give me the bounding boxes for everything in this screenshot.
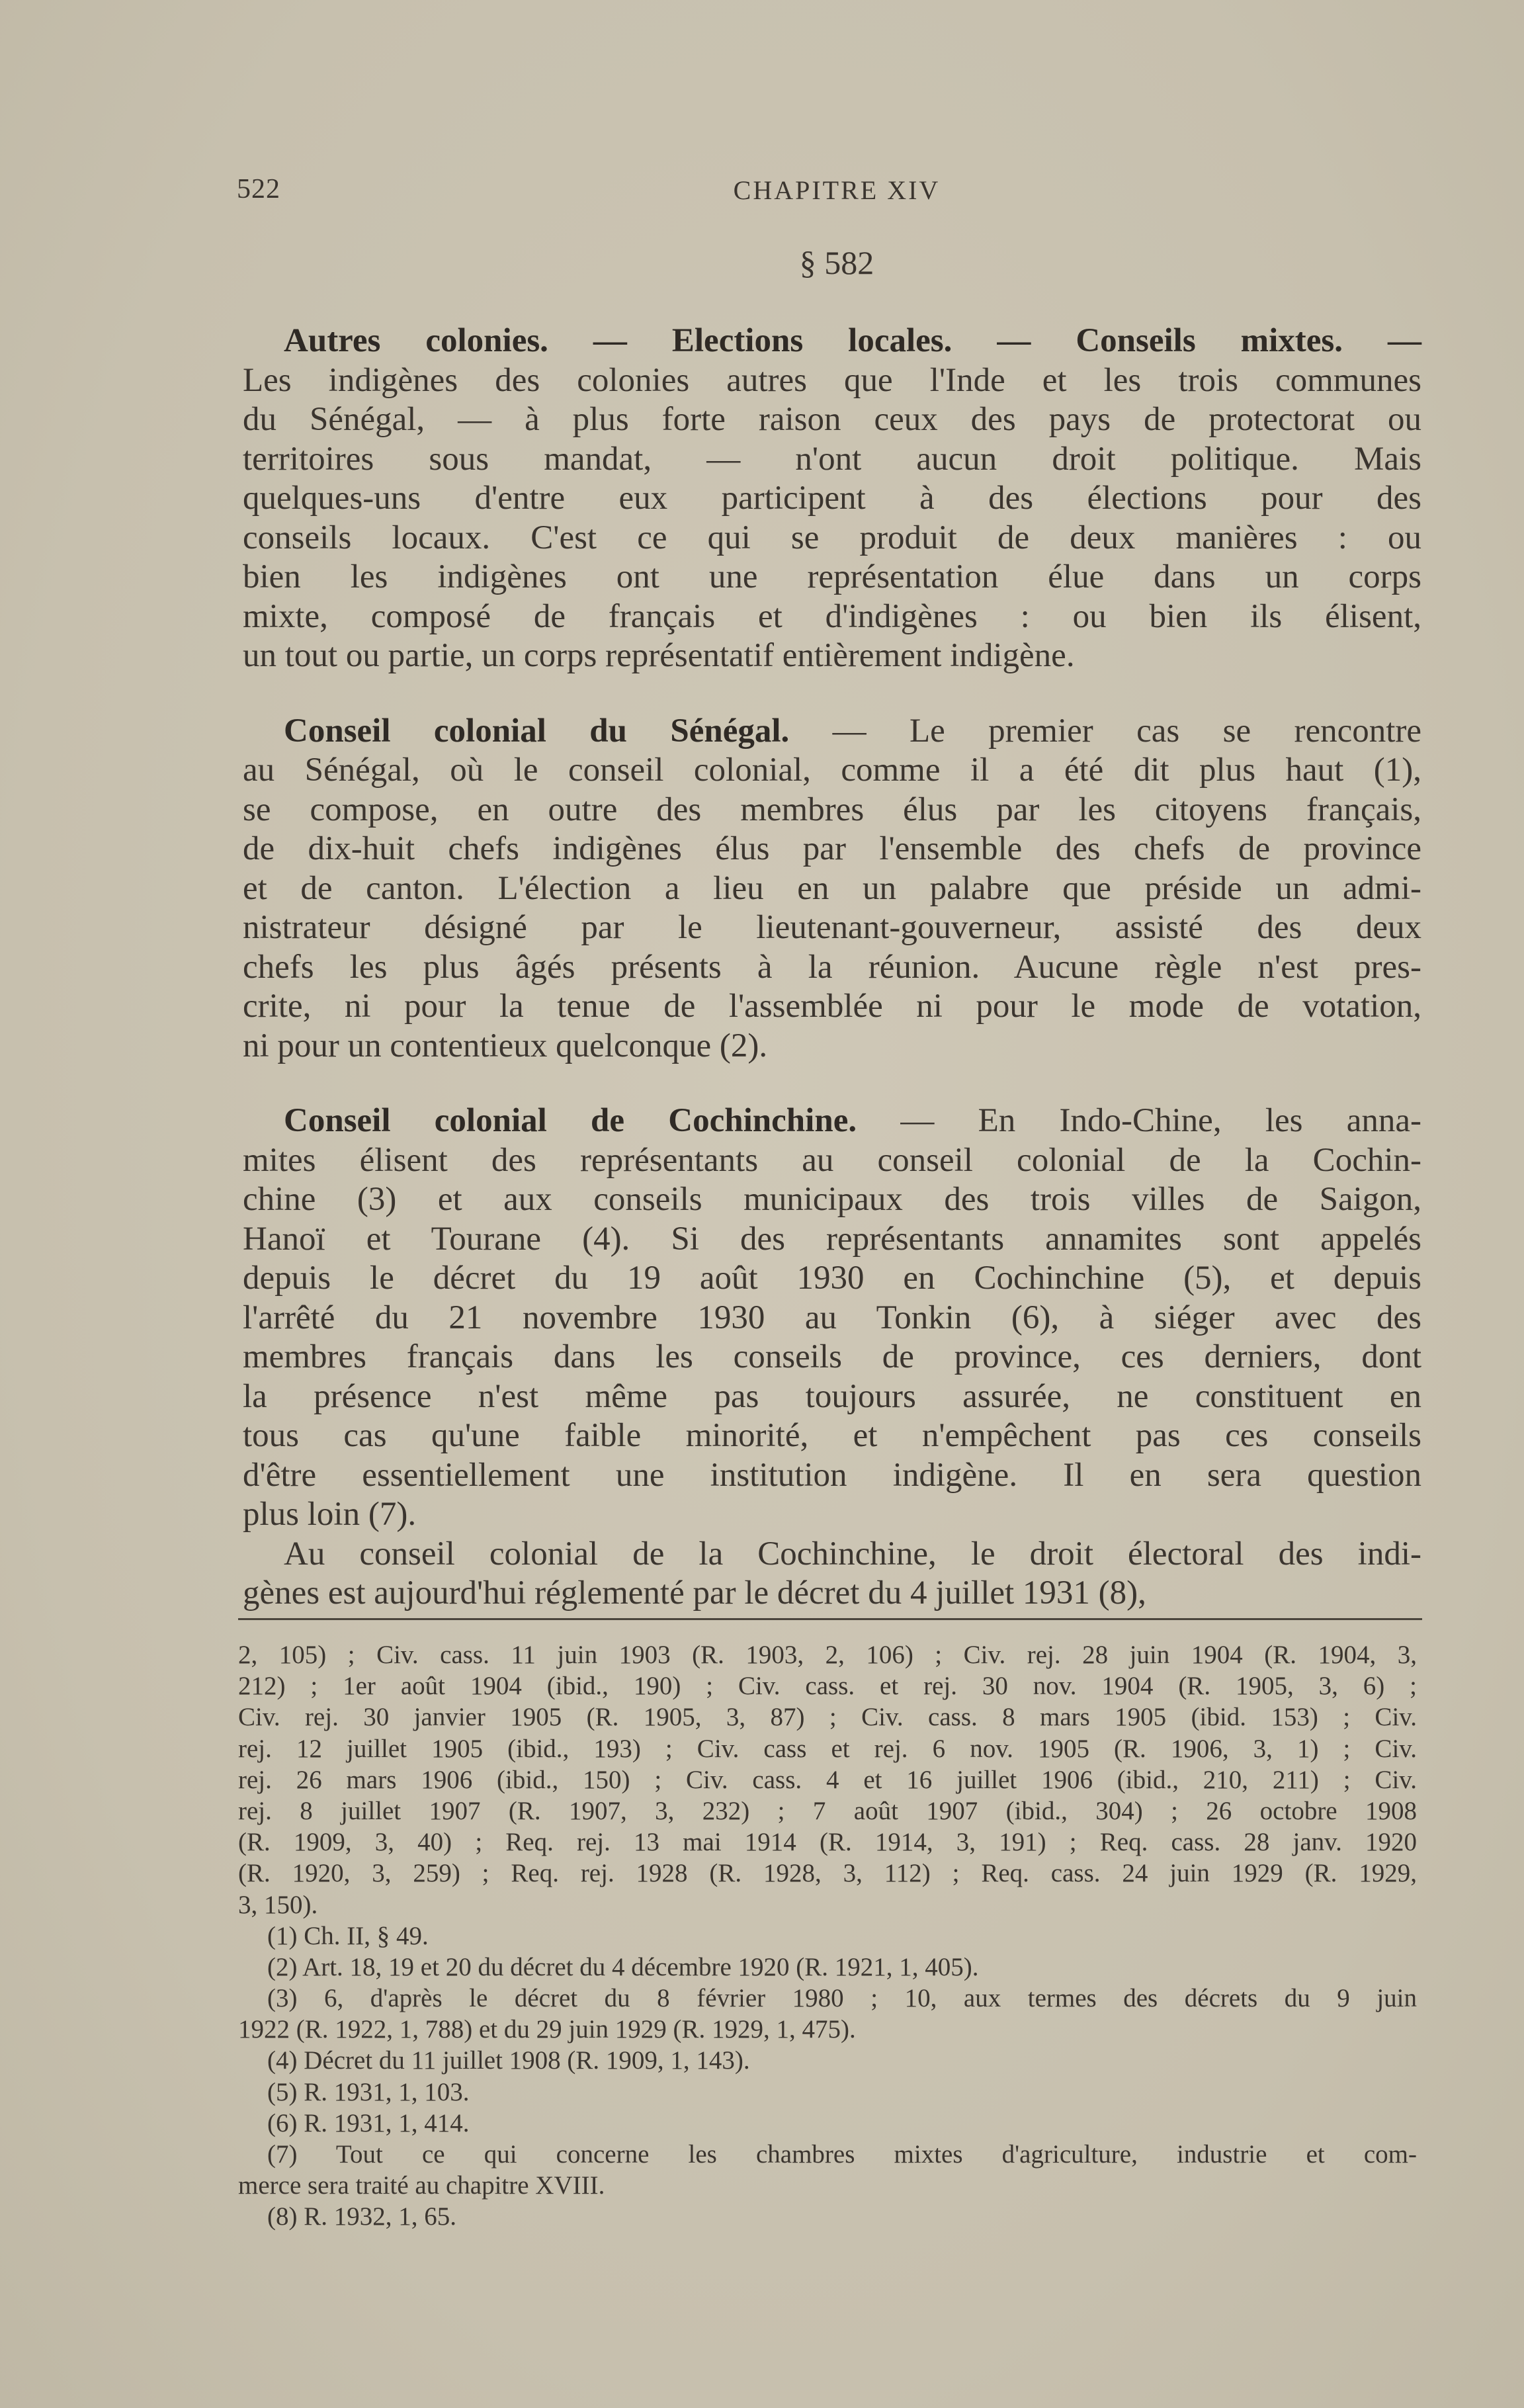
text-line: depuis le décret du 19 août 1930 en Cochinchine (5), et depuis bbox=[243, 1260, 1421, 1297]
footnote-line: 3, 150). bbox=[238, 1890, 318, 1919]
paragraph-heading: Conseil colonial du Sénégal. bbox=[284, 712, 790, 750]
text-line: d'être essentiellement une institution indigène. Il en sera question bbox=[243, 1456, 1421, 1494]
text-line bbox=[243, 1101, 1421, 1141]
text-line: au Sénégal, où le conseil colonial, comme il a été dit plus haut (1), bbox=[243, 752, 1421, 789]
text-line: gènes est aujourd'hui réglementé par le décret du 4 juillet 1931 (8), bbox=[243, 1574, 1146, 1612]
page-number: 522 bbox=[237, 174, 280, 204]
footnote-line: (R. 1920, 3, 259) ; Req. rej. 1928 (R. 1928, 3, 112) ; Req. cass. 24 juin 1929 (R. 1929, bbox=[238, 1859, 1417, 1888]
text-line bbox=[243, 1535, 1421, 1574]
text-line: membres français dans les conseils de province, ces derniers, dont bbox=[243, 1338, 1421, 1375]
text-line: l'arrêté du 21 novembre 1930 au Tonkin (6), à siéger avec des bbox=[243, 1299, 1421, 1336]
text-run: — Le premier cas se rencontre bbox=[789, 712, 1422, 750]
text-line: ni pour un contentieux quelconque (2). bbox=[243, 1027, 768, 1064]
text-line: chefs les plus âgés présents à la réunion. Aucune règle n'est pres- bbox=[243, 948, 1421, 986]
paragraph bbox=[243, 1535, 1421, 1613]
text-line: conseils locaux. C'est ce qui se produit de deux manières : ou bbox=[243, 519, 1421, 556]
footnote-line: 212) ; 1er août 1904 (ibid., 190) ; Civ. cass. et rej. 30 nov. 1904 (R. 1905, 3, 6) ; bbox=[238, 1672, 1417, 1701]
text-line: territoires sous mandat, — n'ont aucun droit politique. Mais bbox=[243, 440, 1421, 478]
footnotes bbox=[238, 1639, 1417, 2233]
text-line: Hanoï et Tourane (4). Si des représentants annamites sont appelés bbox=[243, 1220, 1421, 1258]
text-line: et de canton. L'élection a lieu en un palabre que préside un admi- bbox=[243, 869, 1421, 907]
body-text bbox=[243, 322, 1421, 1649]
text-line: quelques-uns d'entre eux participent à des élections pour des bbox=[243, 480, 1421, 517]
text-line: nistrateur désigné par le lieutenant-gouverneur, assisté des deux bbox=[243, 909, 1421, 946]
paragraph-heading: Conseil colonial de Cochinchine. bbox=[284, 1102, 857, 1139]
footnote-line: (R. 1909, 3, 40) ; Req. rej. 13 mai 1914 (R. 1914, 3, 191) ; Req. cass. 28 janv. 1920 bbox=[238, 1828, 1417, 1857]
footnote-line: (3) 6, d'après le décret du 8 février 1980 ; 10, aux termes des décrets du 9 juin bbox=[267, 1984, 1417, 2013]
footnote-line: 1922 (R. 1922, 1, 788) et du 29 juin 1929 (R. 1929, 1, 475). bbox=[238, 2015, 856, 2044]
footnote-line: (6) R. 1931, 1, 414. bbox=[267, 2108, 470, 2137]
paragraph-heading: Autres colonies. — Elections locales. — Conseils mixtes. — bbox=[284, 322, 1421, 359]
footnote-line: rej. 12 juillet 1905 (ibid., 193) ; Civ. cass et rej. 6 nov. 1905 (R. 1906, 3, 1) ; Civ. bbox=[238, 1734, 1417, 1763]
footnote-line: 2, 105) ; Civ. cass. 11 juin 1903 (R. 1903, 2, 106) ; Civ. rej. 28 juin 1904 (R. 1904, 3, bbox=[238, 1641, 1417, 1669]
footnote-line: (1) Ch. II, § 49. bbox=[267, 1921, 429, 1950]
footnote-line: merce sera traité au chapitre XVIII. bbox=[238, 2171, 605, 2200]
footnote-line: Civ. rej. 30 janvier 1905 (R. 1905, 3, 87) ; Civ. cass. 8 mars 1905 (ibid. 153) ; Civ. bbox=[238, 1703, 1417, 1732]
text-line: bien les indigènes ont une représentation élue dans un corps bbox=[243, 558, 1421, 595]
text-line bbox=[243, 322, 1421, 361]
text-line: du Sénégal, — à plus forte raison ceux des pays de protectorat ou bbox=[243, 401, 1421, 438]
text-line bbox=[243, 712, 1421, 752]
text-line: un tout ou partie, un corps représentatif entièrement indigène. bbox=[243, 637, 1075, 674]
text-line: de dix-huit chefs indigènes élus par l'ensemble des chefs de province bbox=[243, 830, 1421, 867]
footnote-line: (8) R. 1932, 1, 65. bbox=[267, 2202, 456, 2231]
paragraph bbox=[243, 712, 1421, 1066]
text-line: tous cas qu'une faible minorité, et n'empêchent pas ces conseils bbox=[243, 1417, 1421, 1454]
footnote-line: (4) Décret du 11 juillet 1908 (R. 1909, 1, 143). bbox=[267, 2046, 750, 2075]
text-line: la présence n'est même pas toujours assurée, ne constituent en bbox=[243, 1377, 1421, 1415]
text-line: mixte, composé de français et d'indigènes : ou bien ils élisent, bbox=[243, 597, 1421, 635]
paragraph bbox=[243, 322, 1421, 676]
text-line: se compose, en outre des membres élus par les citoyens français, bbox=[243, 791, 1421, 828]
section-number: § 582 bbox=[799, 244, 874, 281]
text-run: — En Indo-Chine, les anna- bbox=[857, 1102, 1421, 1139]
text-line: crite, ni pour la tenue de l'assemblée ni pour le mode de votation, bbox=[243, 988, 1421, 1025]
text-run: Au conseil colonial de la Cochinchine, le droit électoral des indi- bbox=[284, 1535, 1421, 1572]
paragraph bbox=[243, 1101, 1421, 1535]
text-line: mites élisent des représentants au conseil colonial de la Cochin- bbox=[243, 1141, 1421, 1179]
footnote-line: (5) R. 1931, 1, 103. bbox=[267, 2077, 470, 2106]
text-line: chine (3) et aux conseils municipaux des trois villes de Saigon, bbox=[243, 1181, 1421, 1218]
footnote-line: rej. 8 juillet 1907 (R. 1907, 3, 232) ; 7 août 1907 (ibid., 304) ; 26 octobre 1908 bbox=[238, 1796, 1417, 1825]
footnote-line: (7) Tout ce qui concerne les chambres mixtes d'agriculture, industrie et com- bbox=[267, 2140, 1417, 2169]
footnote-line: rej. 26 mars 1906 (ibid., 150) ; Civ. cass. 4 et 16 juillet 1906 (ibid., 210, 211) ; Civ. bbox=[238, 1765, 1417, 1794]
text-line: Les indigènes des colonies autres que l'Inde et les trois communes bbox=[243, 361, 1421, 399]
footnote-line: (2) Art. 18, 19 et 20 du décret du 4 décembre 1920 (R. 1921, 1, 405). bbox=[267, 1952, 979, 1981]
running-head: CHAPITRE XIV bbox=[733, 175, 941, 205]
footnote-rule bbox=[238, 1618, 1422, 1620]
text-line: plus loin (7). bbox=[243, 1496, 417, 1533]
